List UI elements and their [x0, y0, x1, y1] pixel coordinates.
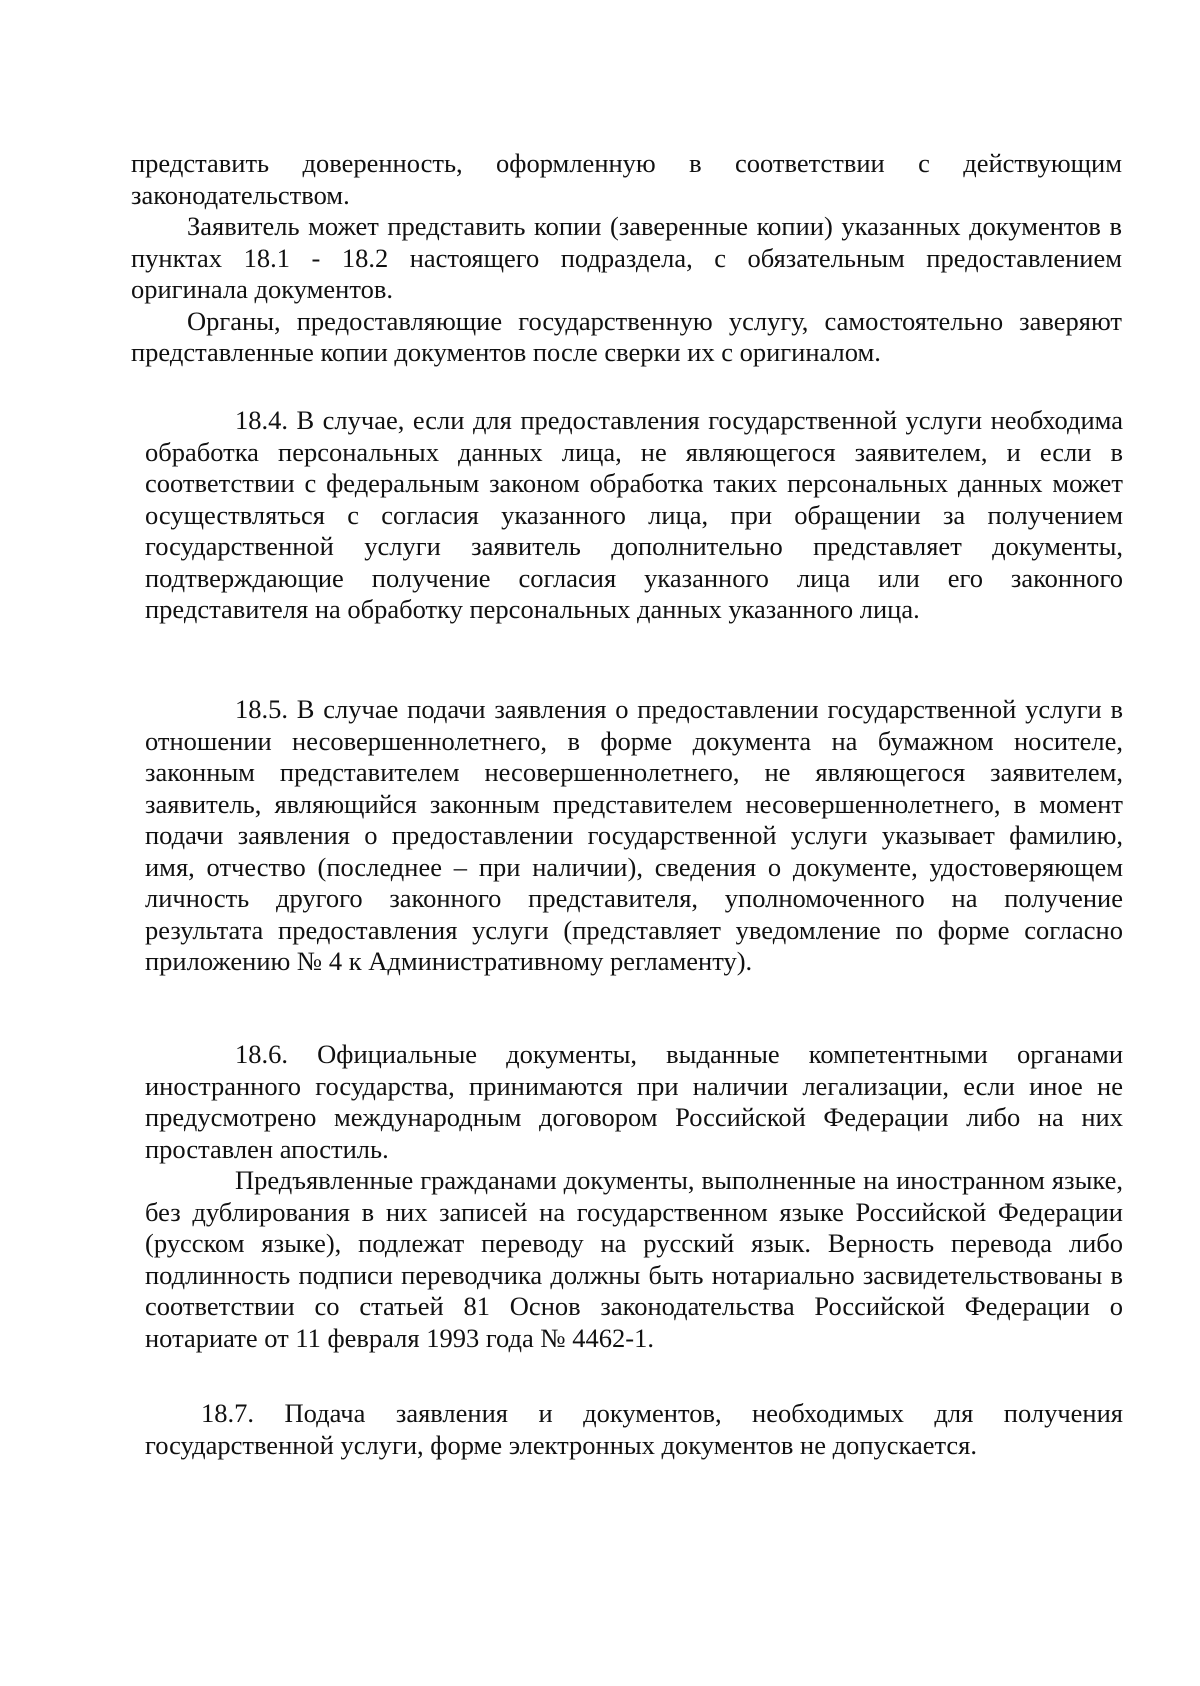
section-18-7	[145, 1398, 1123, 1461]
section-18-4	[145, 405, 1123, 626]
section-18-6	[145, 1039, 1123, 1354]
section-18-5	[145, 694, 1123, 978]
paragraph-18-7: 18.7. Подача заявления и документов, необходимых для получения государственной услуги, форме электронных документов не допускается.	[145, 1398, 1123, 1460]
intro-section	[131, 148, 1122, 369]
paragraph-power-of-attorney: представить доверенность, оформленную в соответствии с действующим законодательством.	[131, 148, 1122, 210]
paragraph-18-5: 18.5. В случае подачи заявления о предоставлении государственной услуги в отношении несовершеннолетнего, в форме документа на бумажном носителе, законным представителем несовершеннолетнего, не являющегося заявителем, заявитель, являющийся законным представителем несовершеннолетнего, в момент подачи заявления о предоставлении государственной услуги указывает фамилию, имя, отчество (последнее – при наличии), сведения о документе, удостоверяющем личность другого законного представителя, уполномоченного на получение результата предоставления услуги (представляет уведомление по форме согласно приложению № 4 к Административному регламенту).	[145, 694, 1123, 976]
paragraph-certification: Органы, предоставляющие государственную услугу, самостоятельно заверяют представленные копии документов после сверки их с оригиналом.	[131, 305, 1122, 367]
paragraph-copies: Заявитель может представить копии (заверенные копии) указанных документов в пунктах 18.1 - 18.2 настоящего подраздела, с обязательным предоставлением оригинала документов.	[131, 211, 1122, 304]
paragraph-18-4: 18.4. В случае, если для предоставления государственной услуги необходима обработка персональных данных лица, не являющегося заявителем, и если в соответствии с федеральным законом обработка таких персональных данных может осуществляться с согласия указанного лица, при обращении за получением государственной услуги заявитель дополнительно представляет документы, подтверждающие получение согласия указанного лица или его законного представителя на обработку персональных данных указанного лица.	[145, 405, 1123, 624]
paragraph-18-6: 18.6. Официальные документы, выданные компетентными органами иностранного государства, принимаются при наличии легализации, если иное не предусмотрено международным договором Российской Федерации либо на них проставлен апостиль.	[145, 1039, 1123, 1164]
paragraph-translation: Предъявленные гражданами документы, выполненные на иностранном языке, без дублирования в них записей на государственном языке Российской Федерации (русском языке), подлежат переводу на русский язык. Верность перевода либо подлинность подписи переводчика должны быть нотариально засвидетельствованы в соответствии со статьей 81 Основ законодательства Российской Федерации о нотариате от 11 февраля 1993 года № 4462-1.	[145, 1165, 1123, 1353]
